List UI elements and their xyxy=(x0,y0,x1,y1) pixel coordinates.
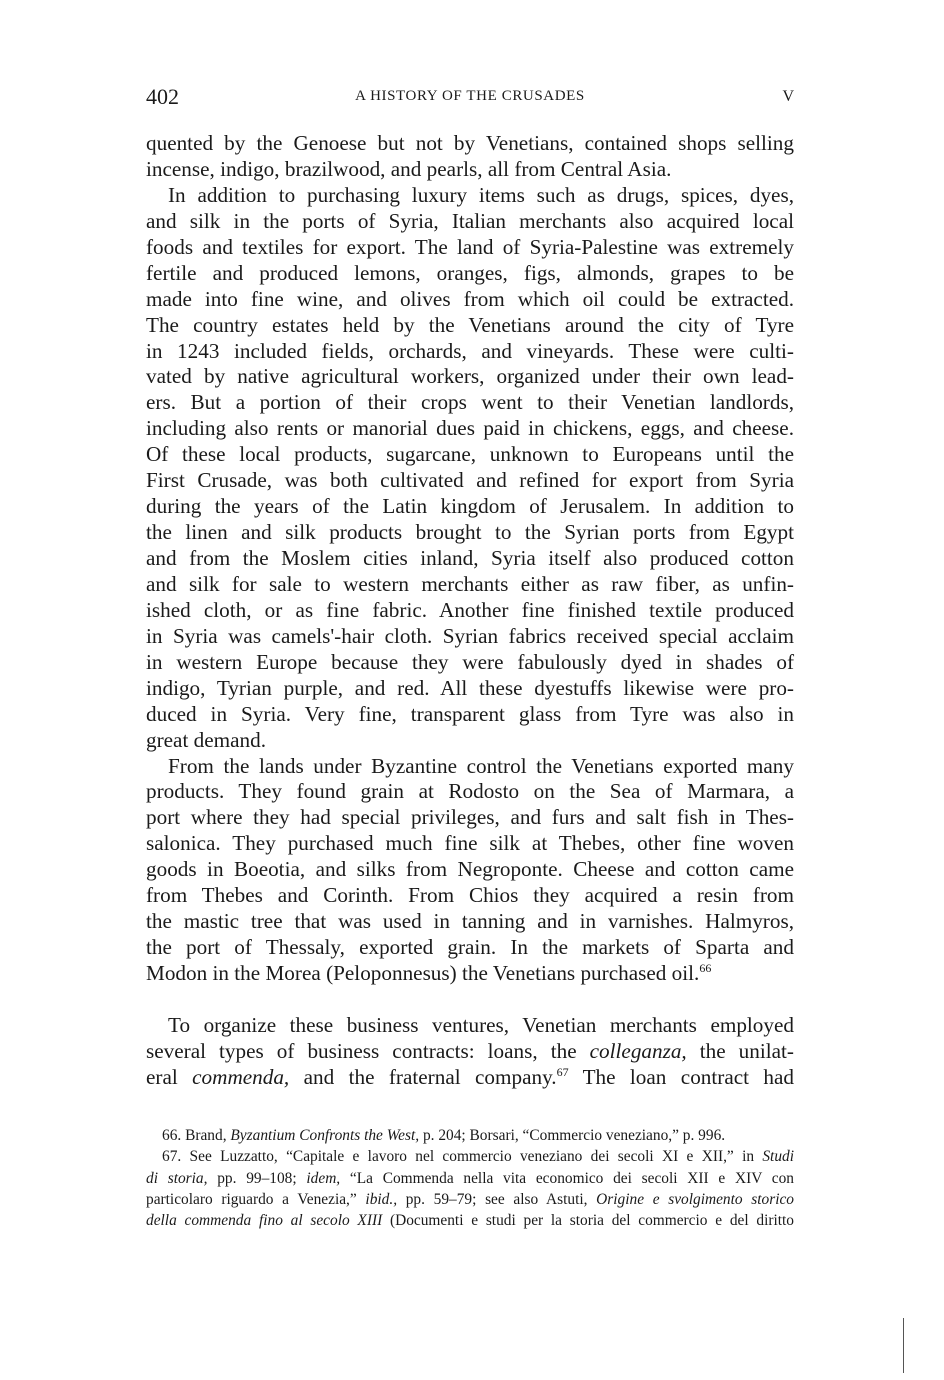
text-line: From the lands under Byzantine control the Venetians exported many xyxy=(168,753,794,778)
text-fragment: “La Commenda nella vita economico dei secoli XII e XIV con xyxy=(340,1169,794,1187)
paragraph-4 xyxy=(146,1013,794,1091)
text-fragment: particolaro riguardo a Venezia,” xyxy=(146,1190,366,1208)
text-line: vated by native agricultural workers, organized under their own lead- xyxy=(146,364,794,389)
italic-title: della commenda fino al secolo XIII xyxy=(146,1212,383,1230)
footnote-line xyxy=(146,1189,794,1210)
footnote-67 xyxy=(146,1146,794,1231)
text-fragment: (Documenti e studi per la storia del commercio e del diritto xyxy=(382,1212,794,1230)
text-line: foods and textiles for export. The land of Syria-Palestine was extremely xyxy=(146,234,794,259)
volume-number: V xyxy=(782,88,794,105)
paragraph-3 xyxy=(146,754,794,987)
text-fragment: Modon in the Morea (Peloponnesus) the Venetians purchased oil. xyxy=(146,961,700,985)
footnote-ref-66: 66 xyxy=(699,961,712,975)
paragraph-1 xyxy=(146,131,794,183)
text-fragment: the unilat- xyxy=(686,1038,794,1063)
text-line: To organize these business ventures, Venetian merchants employed xyxy=(168,1012,794,1037)
paragraph-2 xyxy=(146,183,794,754)
italic-title: di storia, xyxy=(146,1169,208,1187)
text-line: the mastic tree that was used in tanning and in varnishes. Halmyros, xyxy=(146,909,794,934)
text-line: Of these local products, sugarcane, unknown to Europeans until the xyxy=(146,442,794,467)
text-line: in Syria was camels'-hair cloth. Syrian fabrics received special acclaim xyxy=(146,623,794,648)
footnote-line xyxy=(146,1125,794,1146)
text-line: ers. But a portion of their crops went to their Venetian landlords, xyxy=(146,390,794,415)
text-fragment: and the fraternal company. xyxy=(289,1064,557,1089)
text-line: during the years of the Latin kingdom of Jerusalem. In addition to xyxy=(146,494,794,519)
text-line xyxy=(146,1039,794,1065)
text-line: In addition to purchasing luxury items such as drugs, spices, dyes, xyxy=(168,182,794,207)
italic-title: Origine e svolgimento storico xyxy=(596,1190,795,1208)
italic-title: Studi xyxy=(762,1148,794,1166)
text-line: in western Europe because they were fabulously dyed in shades of xyxy=(146,649,794,674)
text-line: great demand. xyxy=(146,727,267,752)
text-line: goods in Boeotia, and silks from Negroponte. Cheese and cotton came xyxy=(146,857,794,882)
footnotes xyxy=(146,1125,794,1231)
text-line: port where they had special privileges, and furs and salt fish in Thes- xyxy=(146,805,794,830)
text-line: from Thebes and Corinth. From Chios they acquired a resin from xyxy=(146,883,794,908)
running-header xyxy=(146,84,794,114)
text-line: including also rents or manorial dues paid in chickens, eggs, and cheese. xyxy=(146,416,794,441)
text-fragment: pp. 59–79; see also Astuti, xyxy=(397,1190,597,1208)
italic-term: colleganza, xyxy=(589,1038,687,1063)
footnote-66 xyxy=(146,1125,794,1146)
text-fragment: 67. See Luzzatto, “Capitale e lavoro nel commercio veneziano dei secoli XI e XII,” in xyxy=(162,1148,763,1166)
page-number: 402 xyxy=(146,84,179,109)
main-text xyxy=(146,131,794,1091)
text-line: indigo, Tyrian purple, and red. All these dyestuffs likewise were pro- xyxy=(146,675,794,700)
text-line: salonica. They purchased much fine silk at Thebes, other fine woven xyxy=(146,831,794,856)
text-line: and from the Moslem cities inland, Syria itself also produced cotton xyxy=(146,546,794,570)
text-line: and silk in the ports of Syria, Italian merchants also acquired local xyxy=(146,208,794,233)
text-line: fertile and produced lemons, oranges, figs, almonds, grapes to be xyxy=(146,260,794,285)
text-line: the linen and silk products brought to the Syrian ports from Egypt xyxy=(146,520,794,545)
italic-term: idem, xyxy=(306,1169,341,1187)
text-fragment: p. 204; Borsari, “Commercio veneziano,” p. 996. xyxy=(419,1127,726,1144)
footnote-line xyxy=(146,1210,794,1231)
text-line: duced in Syria. Very fine, transparent glass from Tyre was also in xyxy=(146,701,794,726)
text-fragment: several types of business contracts: loans, the xyxy=(146,1038,590,1063)
text-line: incense, indigo, brazilwood, and pearls, all from Central Asia. xyxy=(146,156,672,181)
footnote-line xyxy=(146,1168,794,1189)
text-fragment: pp. 99–108; xyxy=(207,1169,307,1187)
text-line: ished cloth, or as fine fabric. Another fine finished textile produced xyxy=(146,597,794,622)
footnote-line xyxy=(146,1146,794,1167)
text-fragment: 66. Brand, xyxy=(162,1127,231,1144)
text-line: and silk for sale to western merchants either as raw fiber, as unfin- xyxy=(146,571,794,596)
scan-edge-mark xyxy=(903,1318,904,1373)
text-line: First Crusade, was both cultivated and refined for export from Syria xyxy=(146,468,794,493)
text-line: made into fine wine, and olives from which oil could be extracted. xyxy=(146,286,794,311)
text-line: The country estates held by the Venetians around the city of Tyre xyxy=(146,312,794,337)
running-title: A HISTORY OF THE CRUSADES xyxy=(355,88,585,104)
text-line xyxy=(146,961,794,987)
section-break xyxy=(146,987,794,1013)
footnote-ref-67: 67 xyxy=(556,1064,569,1079)
text-line: quented by the Genoese but not by Venetians, contained shops selling xyxy=(146,131,794,155)
italic-term: commenda, xyxy=(192,1064,290,1089)
italic-term: ibid., xyxy=(365,1190,398,1208)
text-line: the port of Thessaly, exported grain. In the markets of Sparta and xyxy=(146,935,794,960)
text-line: products. They found grain at Rodosto on the Sea of Marmara, a xyxy=(146,779,794,804)
text-line: in 1243 included fields, orchards, and vineyards. These were culti- xyxy=(146,338,794,363)
italic-title: Byzantium Confronts the West, xyxy=(230,1127,420,1144)
text-fragment: eral xyxy=(146,1064,193,1089)
text-fragment: The loan contract had xyxy=(568,1064,794,1089)
text-line xyxy=(146,1065,794,1091)
